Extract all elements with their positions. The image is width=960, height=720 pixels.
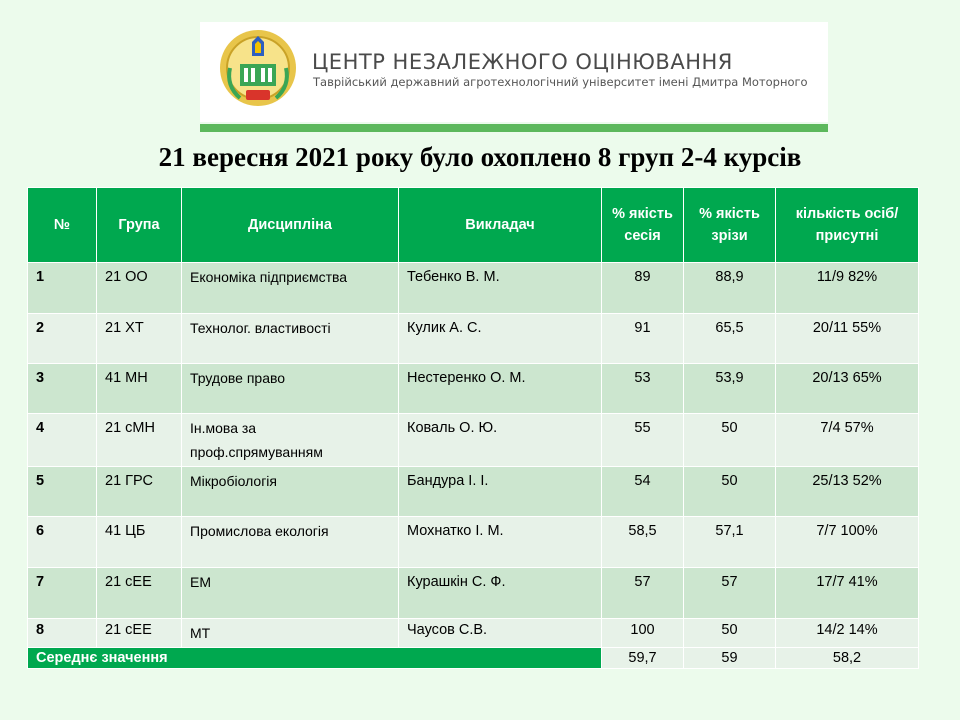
cell-teacher: Кулик А. С. (399, 314, 602, 364)
cell-num: 5 (28, 467, 97, 517)
cell-session: 54 (602, 467, 684, 517)
table-row (28, 263, 919, 314)
cell-discipline: Промислова екологія (182, 517, 399, 568)
cell-group: 21 сЕЕ (97, 568, 182, 619)
cell-count: 14/2 14% (776, 619, 919, 648)
cell-session: 100 (602, 619, 684, 648)
summary-count: 58,2 (776, 648, 919, 669)
col-header-count: кількість осіб/присутні (776, 188, 919, 263)
cell-discipline: Економіка підприємства (182, 263, 399, 314)
cell-discipline: Технолог. властивості (182, 314, 399, 364)
cell-num: 1 (28, 263, 97, 314)
cell-group: 21 сЕЕ (97, 619, 182, 648)
cell-session: 91 (602, 314, 684, 364)
university-emblem-icon (218, 28, 298, 108)
results-table (27, 187, 919, 669)
summary-session: 59,7 (602, 648, 684, 669)
cell-count: 7/7 100% (776, 517, 919, 568)
cell-num: 2 (28, 314, 97, 364)
cell-teacher: Мохнатко І. М. (399, 517, 602, 568)
cell-count: 17/7 41% (776, 568, 919, 619)
cell-discipline: МТ (182, 619, 399, 648)
summary-label: Середнє значення (28, 648, 602, 669)
cell-num: 4 (28, 414, 97, 467)
cell-num: 3 (28, 364, 97, 414)
cell-session: 57 (602, 568, 684, 619)
cell-test: 57,1 (684, 517, 776, 568)
cell-test: 65,5 (684, 314, 776, 364)
col-header-quality-session: % якість сесія (602, 188, 684, 263)
banner-stripe (200, 124, 828, 132)
cell-test: 50 (684, 414, 776, 467)
cell-test: 50 (684, 619, 776, 648)
cell-group: 41 МН (97, 364, 182, 414)
cell-teacher: Тебенко В. М. (399, 263, 602, 314)
cell-count: 25/13 52% (776, 467, 919, 517)
cell-test: 53,9 (684, 364, 776, 414)
cell-group: 21 ОО (97, 263, 182, 314)
col-header-quality-test: % якість зрізи (684, 188, 776, 263)
table-row (28, 467, 919, 517)
cell-test: 50 (684, 467, 776, 517)
col-header-group: Група (97, 188, 182, 263)
table-row (28, 364, 919, 414)
cell-group: 21 сМН (97, 414, 182, 467)
org-subtitle: Таврійський державний агротехнологічний університет імені Дмитра Моторного (313, 75, 808, 89)
cell-group: 21 ГРС (97, 467, 182, 517)
table-row (28, 568, 919, 619)
col-header-discipline: Дисципліна (182, 188, 399, 263)
table-row (28, 619, 919, 648)
cell-num: 7 (28, 568, 97, 619)
header-banner (200, 22, 828, 122)
cell-count: 20/13 65% (776, 364, 919, 414)
cell-count: 11/9 82% (776, 263, 919, 314)
cell-group: 21 ХТ (97, 314, 182, 364)
cell-test: 57 (684, 568, 776, 619)
table-header-row (28, 188, 919, 263)
cell-group: 41 ЦБ (97, 517, 182, 568)
cell-discipline: Трудове право (182, 364, 399, 414)
cell-num: 6 (28, 517, 97, 568)
cell-count: 20/11 55% (776, 314, 919, 364)
page-title: 21 вересня 2021 року було охоплено 8 груп 2-4 курсів (158, 142, 802, 172)
cell-discipline: Ін.мова за проф.спрямуванням (182, 414, 399, 467)
cell-discipline: Мікробіологія (182, 467, 399, 517)
cell-teacher: Нестеренко О. М. (399, 364, 602, 414)
cell-teacher: Чаусов С.В. (399, 619, 602, 648)
cell-count: 7/4 57% (776, 414, 919, 467)
cell-teacher: Бандура І. І. (399, 467, 602, 517)
cell-num: 8 (28, 619, 97, 648)
cell-session: 53 (602, 364, 684, 414)
table-row (28, 517, 919, 568)
summary-test: 59 (684, 648, 776, 669)
cell-teacher: Коваль О. Ю. (399, 414, 602, 467)
cell-session: 89 (602, 263, 684, 314)
table-row (28, 414, 919, 467)
cell-session: 55 (602, 414, 684, 467)
col-header-num: № (28, 188, 97, 263)
cell-discipline: ЕМ (182, 568, 399, 619)
org-title: ЦЕНТР НЕЗАЛЕЖНОГО ОЦІНЮВАННЯ (312, 50, 733, 74)
table-row (28, 314, 919, 364)
cell-test: 88,9 (684, 263, 776, 314)
summary-row (28, 648, 919, 669)
col-header-teacher: Викладач (399, 188, 602, 263)
cell-teacher: Курашкін С. Ф. (399, 568, 602, 619)
cell-session: 58,5 (602, 517, 684, 568)
